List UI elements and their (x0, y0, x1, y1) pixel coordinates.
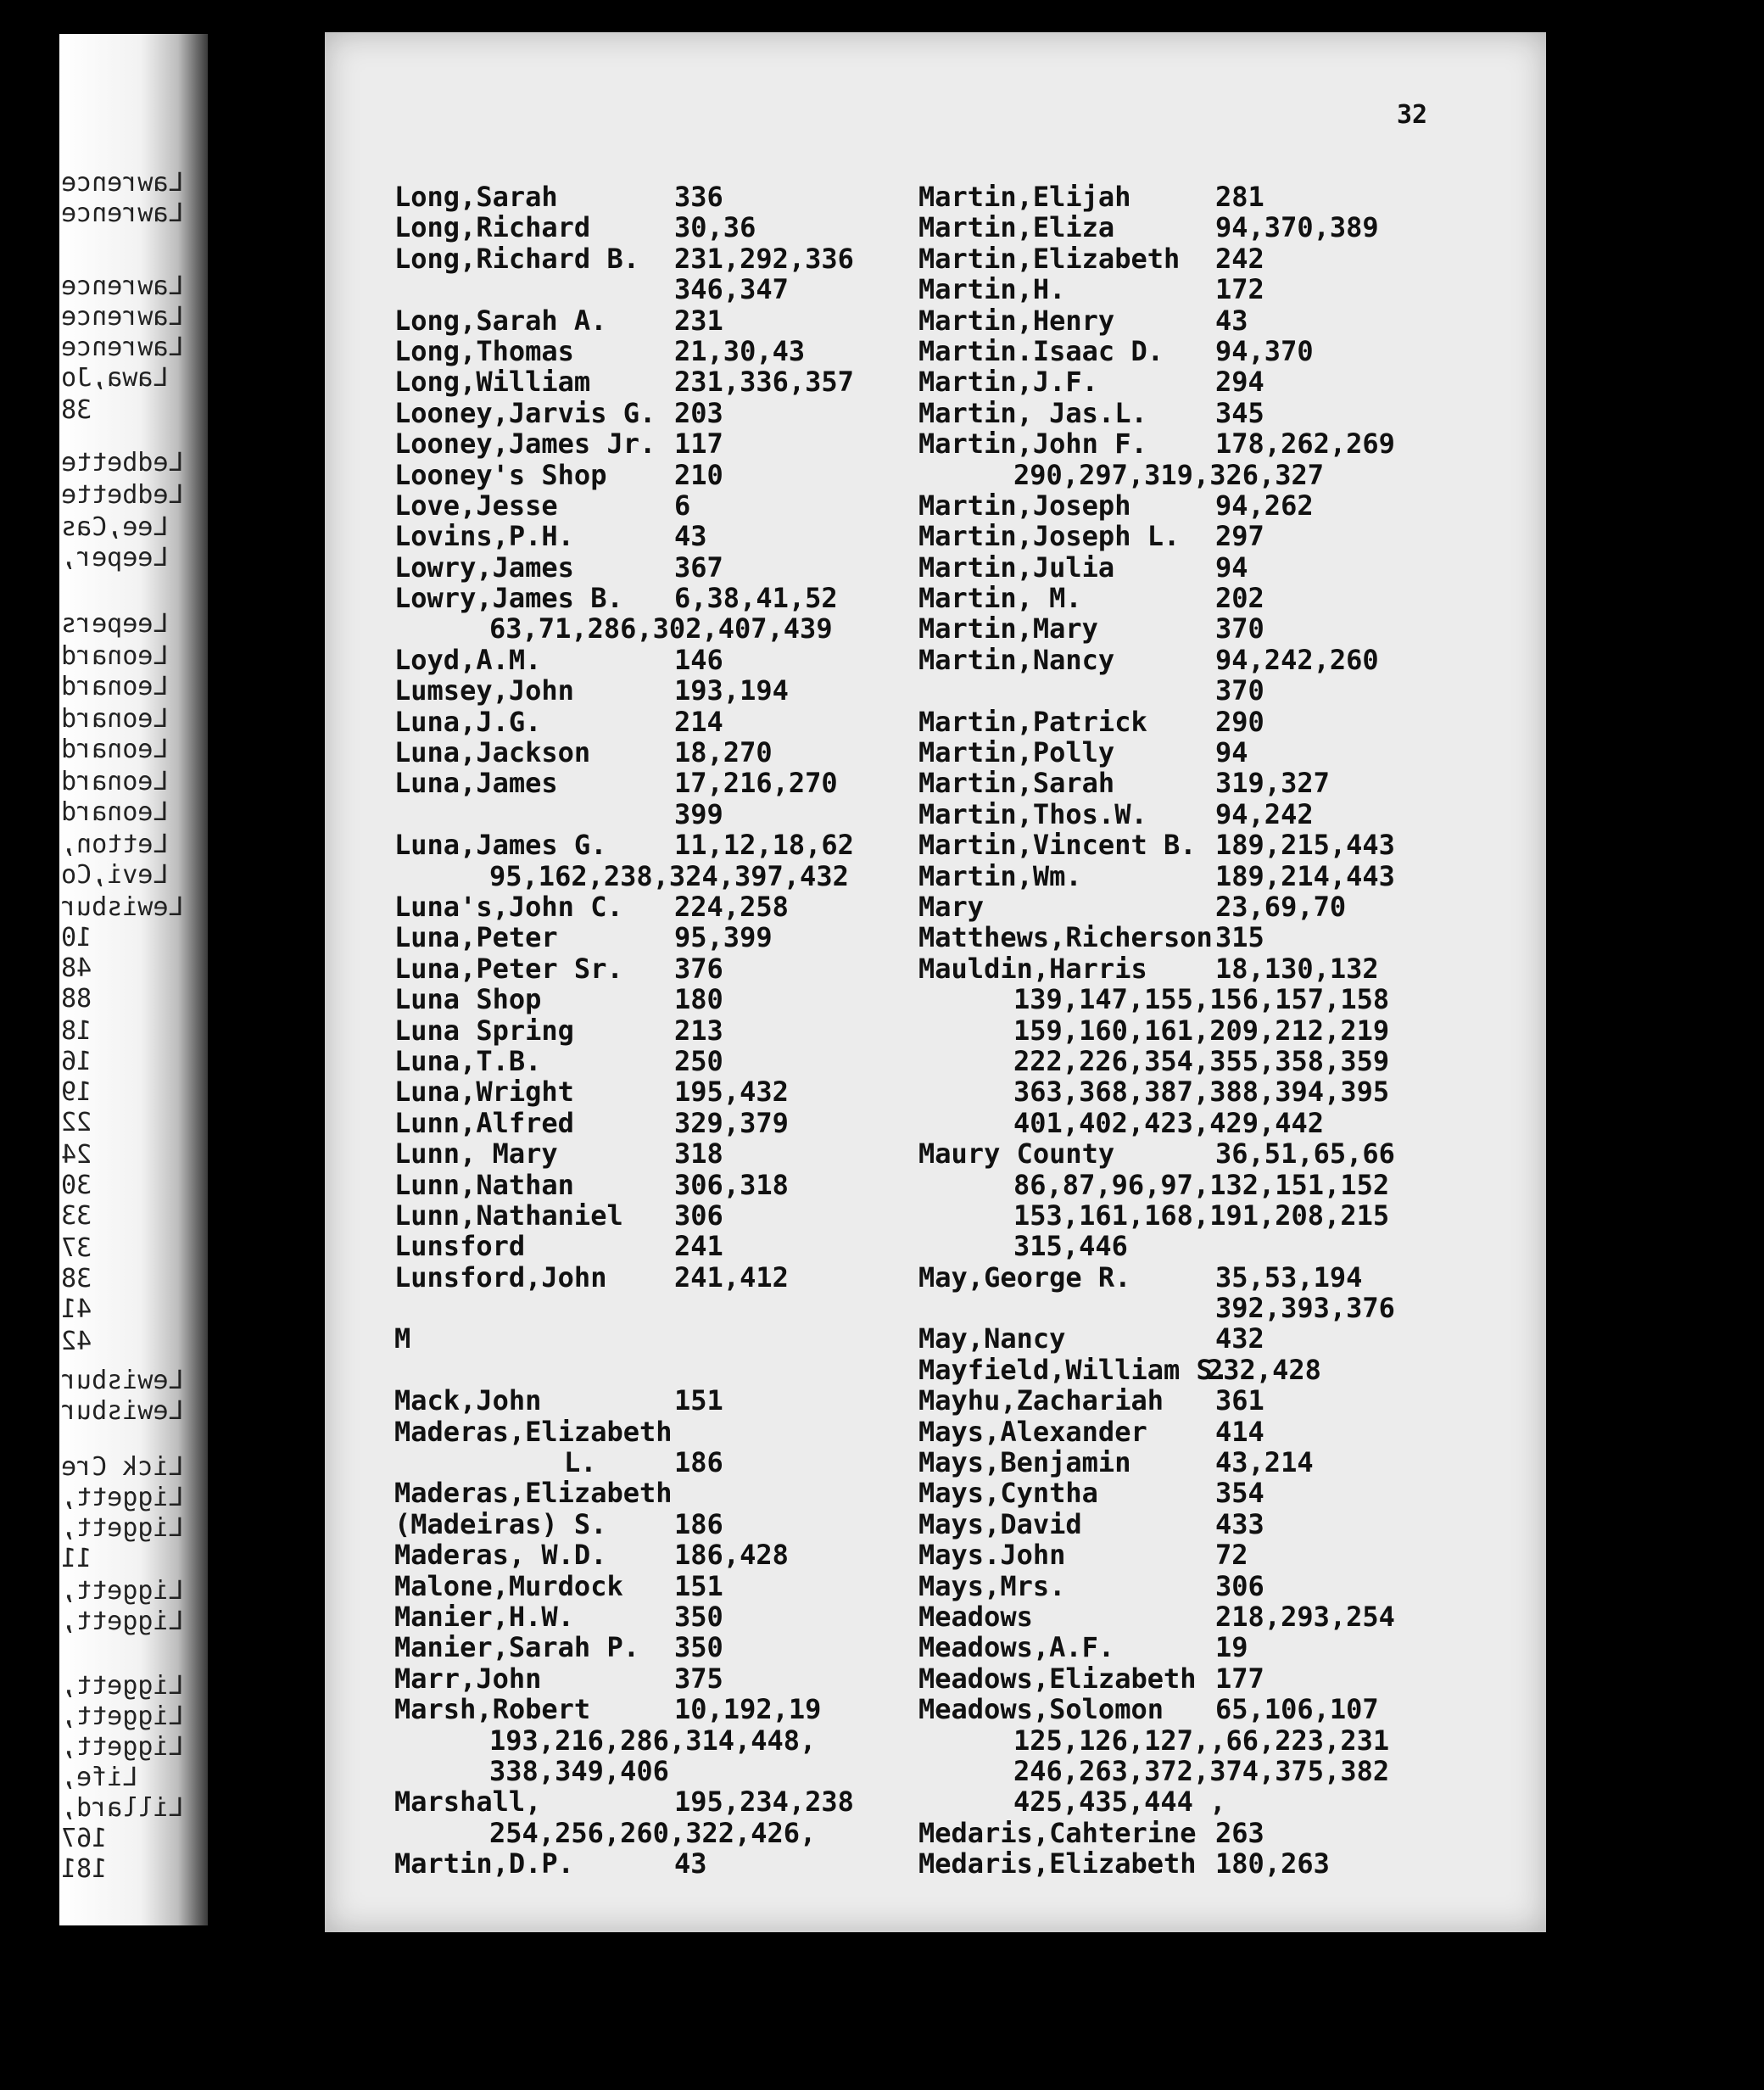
entry-name: Martin,Mary (918, 612, 1098, 645)
entry-name: Marshall, (394, 1785, 542, 1819)
spine-fragment: 181 (61, 1854, 108, 1884)
entry-page-refs: 94,242 (1215, 797, 1314, 830)
entry-name: Luna,Peter (394, 921, 558, 954)
entry-page-refs: 242 (1215, 242, 1264, 275)
entry-page-refs: 139,147,155,156,157,158 (1013, 983, 1390, 1016)
entry-page-refs: 23,69,70 (1215, 890, 1347, 923)
entry-page-refs: 193,194 (674, 674, 789, 707)
entry-name: Martin,Vincent B. (918, 829, 1197, 862)
spine-fragment: 88 (61, 984, 92, 1014)
entry-page-refs: 338,349,406 (489, 1754, 669, 1787)
entry-name: Luna,James G. (394, 829, 607, 862)
spine-fragment: 30 (61, 1171, 92, 1200)
entry-page-refs: 153,161,168,191,208,215 (1013, 1199, 1390, 1232)
entry-name: (Madeiras) S. (394, 1507, 607, 1540)
spine-fragment: Ledbette (61, 480, 184, 510)
spine-fragment: 18 (61, 1016, 92, 1046)
entry-page-refs: 294 (1215, 366, 1264, 399)
spine-fragment: Liggett, (61, 1513, 184, 1543)
spine-fragment: 22 (61, 1108, 92, 1137)
spine-fragment: 48 (61, 953, 92, 983)
entry-page-refs: 414 (1215, 1415, 1264, 1448)
entry-page-refs: 361 (1215, 1384, 1264, 1417)
entry-name: Malone,Murdock (394, 1569, 623, 1602)
entry-page-refs: 370 (1215, 674, 1264, 707)
spine-fragment: Liggett, (61, 1702, 184, 1731)
entry-page-refs: 63,71,286,302,407,439 (489, 612, 833, 645)
spine-fragment: 24 (61, 1140, 92, 1170)
entry-name: Luna,Jackson (394, 736, 591, 769)
entry-page-refs: 224,258 (674, 890, 789, 923)
entry-name: Martin,Henry (918, 304, 1115, 337)
spine-fragment: 38 (61, 395, 92, 425)
entry-page-refs: 43 (1215, 304, 1248, 337)
spine-fragment: Lick Cre (61, 1452, 184, 1482)
entry-page-refs: 151 (674, 1384, 723, 1417)
entry-name: Mays,Mrs. (918, 1569, 1066, 1602)
entry-page-refs: 375 (674, 1662, 723, 1695)
entry-name: Long,Sarah (394, 181, 558, 213)
entry-name: Mays.John (918, 1539, 1066, 1572)
spine-fragment: 38 (61, 1264, 92, 1294)
entry-name: Mary (918, 890, 985, 923)
adjacent-page-spine (59, 34, 208, 1925)
entry-name: Marr,John (394, 1662, 542, 1695)
entry-name: Martin,Julia (918, 550, 1115, 584)
spine-fragment: Leonard (61, 735, 169, 764)
entry-name: Lowry,James (394, 550, 574, 584)
entry-page-refs: 250 (674, 1044, 723, 1077)
entry-page-refs: 203 (674, 396, 723, 429)
spine-fragment: Liggett, (61, 1483, 184, 1512)
entry-name: Martin,D.P. (394, 1847, 574, 1880)
spine-fragment: 37 (61, 1233, 92, 1263)
spine-fragment: Lawrence (61, 168, 184, 198)
entry-page-refs: 218,293,254 (1215, 1600, 1395, 1633)
entry-name: Martin,J.F. (918, 366, 1098, 399)
entry-name: Mauldin,Harris (918, 952, 1147, 985)
spine-fragment: 167 (61, 1824, 108, 1853)
entry-page-refs: 399 (674, 797, 723, 830)
entry-page-refs: 433 (1215, 1507, 1264, 1540)
entry-page-refs: 189,215,443 (1215, 829, 1395, 862)
entry-name: Martin,Nancy (918, 643, 1115, 676)
entry-name: Martin,Elizabeth (918, 242, 1181, 275)
spine-fragment: Lewisbur (61, 1396, 184, 1426)
index-page (325, 32, 1546, 1932)
entry-name: May,George R. (918, 1260, 1131, 1294)
entry-name: Lunn,Nathaniel (394, 1199, 623, 1232)
entry-name: Maury County (918, 1137, 1115, 1171)
entry-page-refs: 263 (1215, 1816, 1264, 1849)
entry-page-refs: 318 (674, 1137, 723, 1171)
entry-page-refs: 177 (1215, 1662, 1264, 1695)
entry-page-refs: 180 (674, 983, 723, 1016)
entry-page-refs: 319,327 (1215, 767, 1330, 800)
entry-page-refs: 172 (1215, 273, 1264, 306)
spine-fragment: Leonard (61, 704, 169, 734)
entry-name: May,Nancy (918, 1322, 1066, 1355)
entry-name: Medaris,Elizabeth (918, 1847, 1197, 1880)
spine-fragment: 16 (61, 1047, 92, 1076)
spine-fragment: 10 (61, 923, 92, 953)
spine-fragment: Lewisbur (61, 1366, 184, 1395)
entry-name: Martin.Isaac D. (918, 334, 1164, 367)
entry-name: Martin,Joseph (918, 489, 1131, 522)
entry-page-refs: 94 (1215, 736, 1248, 769)
entry-page-refs: 10,192,19 (674, 1693, 822, 1726)
entry-page-refs: 6 (674, 489, 691, 522)
entry-page-refs: 189,214,443 (1215, 859, 1395, 892)
spine-fragment: Levi,Co (61, 860, 169, 890)
entry-page-refs: 315,446 (1013, 1230, 1128, 1263)
spine-fragment: Leonard (61, 672, 169, 701)
entry-page-refs: 306 (674, 1199, 723, 1232)
entry-name: Lunn,Nathan (394, 1168, 574, 1201)
entry-page-refs: 214 (674, 705, 723, 738)
spine-fragment: Leepers (61, 609, 169, 639)
entry-page-refs: 290 (1215, 705, 1264, 738)
entry-name: Maderas,Elizabeth (394, 1415, 673, 1448)
spine-fragment: 41 (61, 1294, 92, 1324)
entry-page-refs: 241,412 (674, 1260, 789, 1294)
entry-page-refs: 345 (1215, 396, 1264, 429)
entry-page-refs: 376 (674, 952, 723, 985)
entry-page-refs: 370 (1215, 612, 1264, 645)
entry-page-refs: 146 (674, 643, 723, 676)
entry-name: Martin,Wm. (918, 859, 1082, 892)
entry-name: Luna,James (394, 767, 558, 800)
entry-page-refs: 180,263 (1215, 1847, 1330, 1880)
entry-name: Luna Spring (394, 1014, 574, 1047)
entry-page-refs: 329,379 (674, 1106, 789, 1139)
entry-page-refs: 94 (1215, 550, 1248, 584)
entry-page-refs: 17,216,270 (674, 767, 838, 800)
entry-name: Mack,John (394, 1384, 542, 1417)
entry-page-refs: 222,226,354,355,358,359 (1013, 1044, 1390, 1077)
entry-name: Martin,Joseph L. (918, 520, 1181, 553)
entry-page-refs: 306,318 (674, 1168, 789, 1201)
entry-page-refs: 18,130,132 (1215, 952, 1379, 985)
entry-name: Loyd,A.M. (394, 643, 542, 676)
entry-name: Lunn, Mary (394, 1137, 558, 1171)
entry-page-refs: 43,214 (1215, 1446, 1314, 1479)
entry-page-refs: 254,256,260,322,426, (489, 1816, 817, 1849)
entry-page-refs: 231,292,336 (674, 242, 854, 275)
entry-name: Looney,James Jr. (394, 428, 656, 461)
entry-page-refs: 159,160,161,209,212,219 (1013, 1014, 1390, 1047)
spine-fragment: 11 (61, 1544, 92, 1573)
entry-page-refs: 94,370 (1215, 334, 1314, 367)
entry-page-refs: 18,270 (674, 736, 773, 769)
entry-page-refs: 213 (674, 1014, 723, 1047)
entry-page-refs: 195,432 (674, 1076, 789, 1109)
entry-page-refs: 35,53,194 (1215, 1260, 1363, 1294)
spine-fragment: Lawrence (61, 271, 184, 301)
entry-name: Lunn,Alfred (394, 1106, 574, 1139)
entry-page-refs: 392,393,376 (1215, 1292, 1395, 1325)
entry-page-refs: 195,234,238 (674, 1785, 854, 1819)
entry-page-refs: 186,428 (674, 1539, 789, 1572)
entry-name: Luna's,John C. (394, 890, 623, 923)
entry-page-refs: 151 (674, 1569, 723, 1602)
entry-page-refs: 43 (674, 1847, 707, 1880)
spine-fragment: Lawrence (61, 302, 184, 332)
entry-name: Luna Shop (394, 983, 542, 1016)
spine-fragment: Lawrence (61, 332, 184, 362)
entry-name: Lovins,P.H. (394, 520, 574, 553)
entry-page-refs: 125,126,127,,66,223,231 (1013, 1724, 1390, 1757)
spine-fragment: 19 (61, 1077, 92, 1107)
entry-page-refs: 425,435,444 , (1013, 1785, 1226, 1819)
entry-page-refs: 367 (674, 550, 723, 584)
entry-name: Looney's Shop (394, 458, 607, 491)
entry-page-refs: 43 (674, 520, 707, 553)
entry-page-refs: 117 (674, 428, 723, 461)
entry-page-refs: 315 (1215, 921, 1264, 954)
entry-name: Lunsford (394, 1230, 526, 1263)
entry-page-refs: 95,162,238,324,397,432 (489, 859, 849, 892)
entry-name: Love,Jesse (394, 489, 558, 522)
spine-fragment: Liggett, (61, 1671, 184, 1701)
entry-name: Martin,H. (918, 273, 1066, 306)
entry-page-refs: 94,370,389 (1215, 211, 1379, 244)
spine-fragment: 42 (61, 1327, 92, 1356)
entry-page-refs: 281 (1215, 181, 1264, 213)
entry-page-refs: 186 (674, 1507, 723, 1540)
entry-page-refs: 232,428 (1207, 1353, 1321, 1386)
entry-page-refs: 350 (674, 1600, 723, 1633)
entry-name: Maderas,Elizabeth (394, 1477, 673, 1510)
entry-name: Mayhu,Zachariah (918, 1384, 1164, 1417)
page-number: 32 (1397, 100, 1428, 130)
entry-page-refs: 30,36 (674, 211, 756, 244)
entry-page-refs: 6,38,41,52 (674, 582, 838, 615)
entry-page-refs: 241 (674, 1230, 723, 1263)
entry-page-refs: 306 (1215, 1569, 1264, 1602)
entry-page-refs: 21,30,43 (674, 334, 806, 367)
entry-page-refs: 178,262,269 (1215, 428, 1395, 461)
entry-name: Manier,Sarah P. (394, 1631, 639, 1664)
entry-name: Meadows (918, 1600, 1033, 1633)
entry-page-refs: 432 (1215, 1322, 1264, 1355)
entry-suffix: L. (564, 1446, 597, 1479)
spine-fragment: Liggett, (61, 1732, 184, 1762)
entry-name: Martin,Sarah (918, 767, 1115, 800)
entry-name: Matthews,Richerson (918, 921, 1213, 954)
spine-fragment: Liggett, (61, 1576, 184, 1606)
entry-page-refs: 246,263,372,374,375,382 (1013, 1754, 1390, 1787)
entry-name: Luna,Wright (394, 1076, 574, 1109)
entry-name: Meadows,A.F. (918, 1631, 1115, 1664)
spine-fragment: Lawa,Jo (61, 363, 169, 393)
entry-page-refs: 290,297,319,326,327 (1013, 458, 1325, 491)
spine-fragment: Lillard, (61, 1793, 184, 1823)
entry-name: Long,William (394, 366, 591, 399)
entry-name: Martin,Patrick (918, 705, 1147, 738)
spine-fragment: Liggett, (61, 1607, 184, 1636)
entry-name: Manier,H.W. (394, 1600, 574, 1633)
entry-name: Lumsey,John (394, 674, 574, 707)
entry-page-refs: 346,347 (674, 273, 789, 306)
entry-name: Luna,T.B. (394, 1044, 542, 1077)
spine-fragment: Leonard (61, 641, 169, 671)
spine-fragment: Lee,Cas (61, 512, 169, 542)
entry-page-refs: 186 (674, 1446, 723, 1479)
entry-name: Lunsford,John (394, 1260, 607, 1294)
entry-name: Luna,J.G. (394, 705, 542, 738)
entry-page-refs: 86,87,96,97,132,151,152 (1013, 1168, 1390, 1201)
entry-page-refs: 193,216,286,314,448, (489, 1724, 817, 1757)
spine-fragment: 33 (61, 1201, 92, 1231)
entry-page-refs: 354 (1215, 1477, 1264, 1510)
spine-fragment: Lawrence (61, 198, 184, 228)
entry-page-refs: 363,368,387,388,394,395 (1013, 1076, 1390, 1109)
entry-page-refs: 231 (674, 304, 723, 337)
entry-name: Luna,Peter Sr. (394, 952, 623, 985)
entry-name: Mays,Alexander (918, 1415, 1147, 1448)
entry-name: Martin,Eliza (918, 211, 1115, 244)
entry-page-refs: 297 (1215, 520, 1264, 553)
entry-page-refs: 202 (1215, 582, 1264, 615)
entry-name: Martin,John F. (918, 428, 1147, 461)
entry-name: Martin,Thos.W. (918, 797, 1147, 830)
entry-page-refs: 210 (674, 458, 723, 491)
entry-name: Mays,Cyntha (918, 1477, 1098, 1510)
entry-name: M (394, 1322, 411, 1355)
spine-fragment: Lewisbur (61, 892, 184, 922)
entry-page-refs: 36,51,65,66 (1215, 1137, 1395, 1171)
entry-page-refs: 95,399 (674, 921, 773, 954)
entry-name: Marsh,Robert (394, 1693, 591, 1726)
spine-fragment: Life, (61, 1763, 138, 1792)
entry-page-refs: 72 (1215, 1539, 1248, 1572)
entry-page-refs: 231,336,357 (674, 366, 854, 399)
entry-name: Long,Richard B. (394, 242, 639, 275)
entry-name: Mays,David (918, 1507, 1082, 1540)
entry-name: Martin,Polly (918, 736, 1115, 769)
entry-page-refs: 94,242,260 (1215, 643, 1379, 676)
spine-fragment: Leonard (61, 767, 169, 796)
entry-name: Looney,Jarvis G. (394, 396, 656, 429)
entry-page-refs: 336 (674, 181, 723, 213)
entry-name: Mays,Benjamin (918, 1446, 1131, 1479)
entry-page-refs: 11,12,18,62 (674, 829, 854, 862)
entry-name: Maderas, W.D. (394, 1539, 607, 1572)
entry-name: Meadows,Elizabeth (918, 1662, 1197, 1695)
entry-name: Long,Sarah A. (394, 304, 607, 337)
entry-page-refs: 401,402,423,429,442 (1013, 1106, 1325, 1139)
spine-fragment: Letton, (61, 830, 169, 859)
entry-name: Long,Richard (394, 211, 591, 244)
spine-fragment: Leeper, (61, 543, 169, 573)
entry-name: Martin, Jas.L. (918, 396, 1147, 429)
entry-page-refs: 65,106,107 (1215, 1693, 1379, 1726)
entry-name: Martin, M. (918, 582, 1082, 615)
entry-name: Long,Thomas (394, 334, 574, 367)
entry-name: Medaris,Cahterine (918, 1816, 1197, 1849)
entry-name: Martin,Elijah (918, 181, 1131, 213)
entry-name: Meadows,Solomon (918, 1693, 1164, 1726)
spine-fragment: Leonard (61, 797, 169, 827)
entry-name: Lowry,James B. (394, 582, 623, 615)
entry-page-refs: 19 (1215, 1631, 1248, 1664)
entry-name: Mayfield,William S. (918, 1353, 1230, 1386)
spine-fragment: Ledbette (61, 448, 184, 478)
entry-page-refs: 350 (674, 1631, 723, 1664)
entry-page-refs: 94,262 (1215, 489, 1314, 522)
